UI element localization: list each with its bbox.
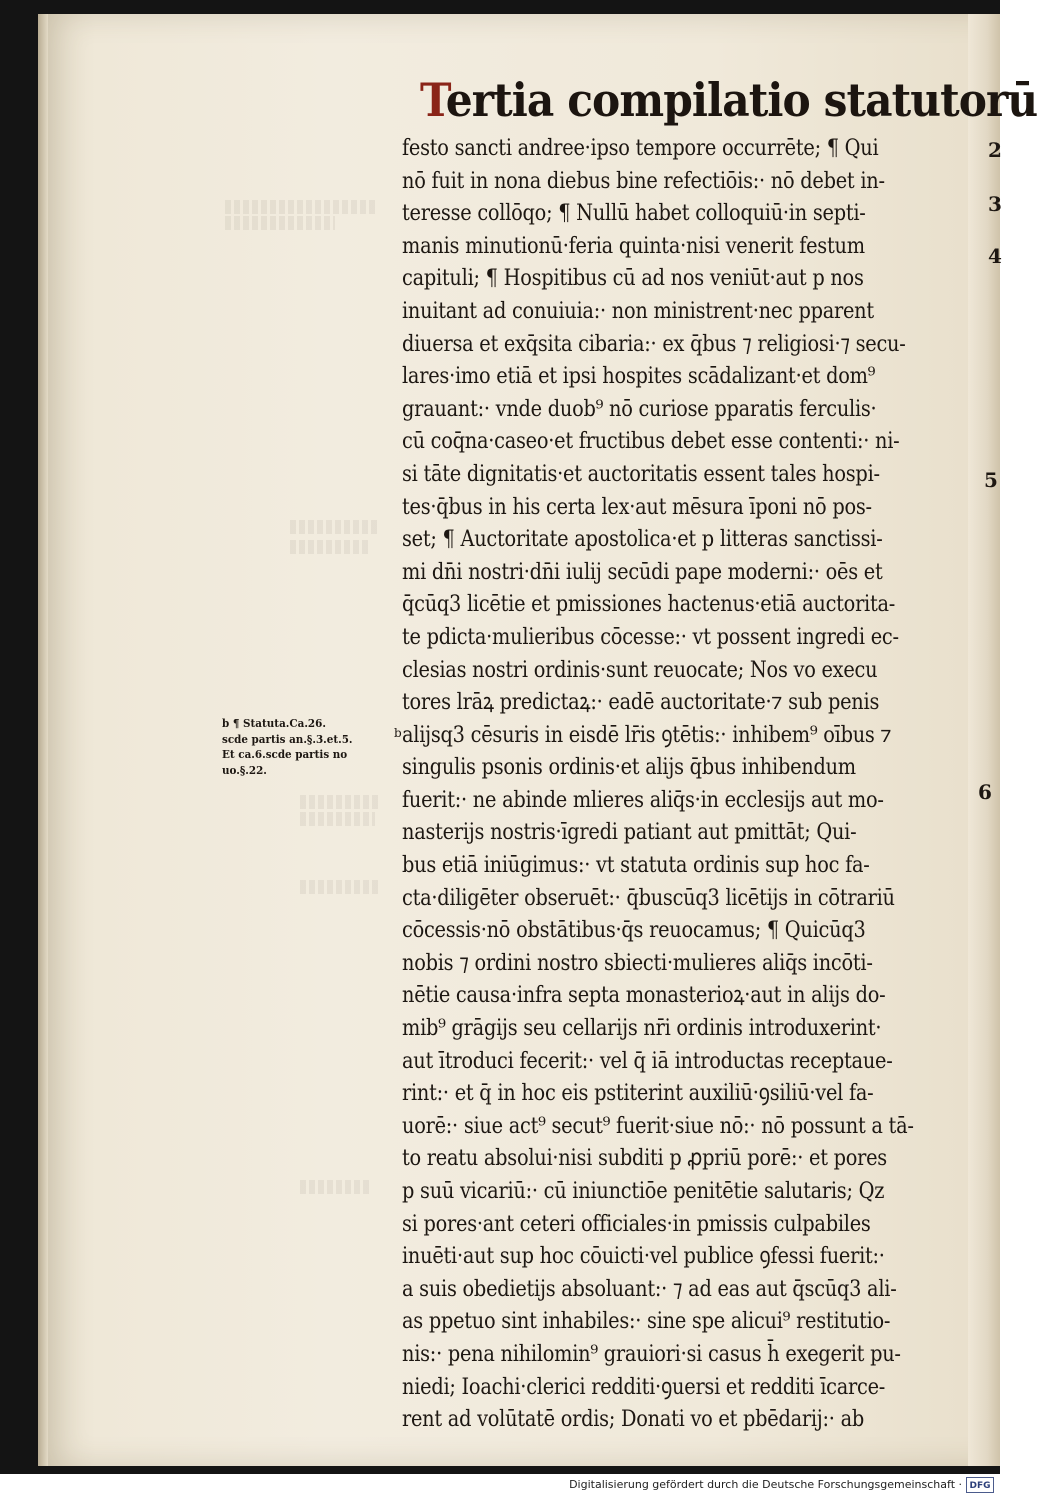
show-through-mark bbox=[225, 216, 335, 230]
text-line: inuitant ad conuiuia:· non ministrent·nec pparent bbox=[402, 297, 874, 324]
text-line: clesias nostri ordinis·sunt reuocate; Nos vo execu bbox=[402, 656, 878, 683]
text-line: niedi; Ioachi·clerici redditi·ꝯuersi et redditi īcarce- bbox=[402, 1373, 886, 1400]
text-line: as ppetuo sint inhabiles:· sine spe alicui⁹ restitutio- bbox=[402, 1308, 891, 1335]
text-line: capituli; ¶ Hospitibus cū ad nos veniūt·aut p nos bbox=[402, 265, 864, 292]
text-line: to reatu absolui·nisi subditi p ꝓpriū porē:· et pores bbox=[402, 1145, 887, 1172]
text-line: inuēti·aut sup hoc cōuicti·vel publice ꝯfessi fuerit:· bbox=[402, 1243, 885, 1270]
margin-number: 5 bbox=[984, 468, 998, 492]
running-head bbox=[420, 70, 1037, 130]
text-line: teresse collōqo; ¶ Nullū habet colloquiū·in septi- bbox=[402, 200, 866, 227]
text-line: fuerit:· ne abinde mlieres aliq̄s·in ecclesijs aut mo- bbox=[402, 786, 884, 813]
text-line: aut ītroduci fecerit:· vel q̄ iā introductas receptaue- bbox=[402, 1047, 893, 1074]
running-head-initial: T bbox=[420, 73, 446, 127]
text-line: a suis obedietijs absoluant:· ⁊ ad eas aut q̄scūq3 ali- bbox=[402, 1275, 897, 1302]
text-line: si pores·ant ceteri officiales·in pmissis culpabiles bbox=[402, 1210, 871, 1237]
page-gutter-shadow bbox=[38, 14, 48, 1466]
text-line: set; ¶ Auctoritate apostolica·et p litteras sanctissi- bbox=[402, 526, 883, 553]
text-line: cū coq̄na·caseo·et fructibus debet esse contenti:· ni- bbox=[402, 428, 900, 455]
margin-number: 2 bbox=[988, 138, 1002, 162]
text-line: q̄cūq3 licētie et pmissiones hactenus·etiā auctorita- bbox=[402, 591, 896, 618]
show-through-mark bbox=[225, 200, 375, 214]
text-line: grauant:· vnde duob⁹ nō curiose pparatis ferculis· bbox=[402, 395, 877, 422]
show-through-mark bbox=[300, 812, 375, 826]
text-line: p suū vicariū:· cū iniunctiōe penitētie salutaris; Qz bbox=[402, 1178, 885, 1204]
text-line: diuersa et exq̄sita cibaria:· ex q̄bus ⁊ religiosi·⁊ secu- bbox=[402, 330, 906, 357]
show-through-mark bbox=[300, 880, 380, 894]
text-line: bus etiā iniūgimus:· vt statuta ordinis sup hoc fa- bbox=[402, 852, 870, 879]
show-through-mark bbox=[290, 540, 370, 554]
margin-number: 6 bbox=[978, 780, 992, 804]
text-line: singulis psonis ordinis·et alijs q̄bus inhibendum bbox=[402, 754, 856, 781]
text-line: lares·imo etiā et ipsi hospites scādalizant·et dom⁹ bbox=[402, 363, 876, 390]
text-line: cōcessis·nō obstātibus·q̄s reuocamus; ¶ Quicūq3 bbox=[402, 917, 866, 944]
marginal-note-line: Et ca.6.scde partis no bbox=[222, 747, 348, 761]
text-line: manis minutionū·feria quinta·nisi venerit festum bbox=[402, 232, 865, 259]
running-head-text: ertia compilatio statutorū bbox=[445, 73, 1037, 127]
show-through-mark bbox=[290, 520, 380, 534]
text-line: nobis ⁊ ordini nostro sbiecti·mulieres aliq̄s incōti- bbox=[402, 949, 873, 976]
marginal-note bbox=[222, 716, 390, 778]
text-line: alijsq3 cēsuris in eisdē lr̄is ꝯtētis:· inhibem⁹ oībus ⁊ bbox=[402, 721, 892, 748]
margin-number: 3 bbox=[988, 192, 1002, 216]
text-line: tes·q̄bus in his certa lex·aut mēsura īponi nō pos- bbox=[402, 493, 872, 520]
margin-number: 4 bbox=[988, 244, 1002, 268]
text-line: festo sancti andree·ipso tempore occurrēte; ¶ Qui bbox=[402, 135, 879, 161]
text-line: nētie causa·infra septa monasterioꝝ·aut in alijs do- bbox=[402, 982, 886, 1009]
page-fore-edge bbox=[968, 14, 1000, 1466]
text-line: nasterijs nostris·īgredi patiant aut pmittāt; Qui- bbox=[402, 819, 857, 846]
footer-bar bbox=[0, 1474, 1000, 1498]
text-line: si tāte dignitatis·et auctoritatis essent tales hospi- bbox=[402, 460, 880, 487]
text-line: nis:· pena nihilomin⁹ grauiori·si casus h̄ exegerit pu- bbox=[402, 1340, 901, 1367]
marginal-note-line: uo.§.22. bbox=[222, 762, 267, 777]
show-through-mark bbox=[300, 795, 380, 809]
text-line: mi dn̄i nostri·dn̄i iulij secūdi pape moderni:· oēs et bbox=[402, 558, 883, 585]
text-line: mib⁹ grāgijs seu cellarijs nr̄i ordinis introduxerint· bbox=[402, 1015, 882, 1042]
marginal-reference-marker: b bbox=[394, 726, 402, 740]
text-line: uorē:· siue act⁹ secut⁹ fuerit·siue nō:· nō possunt a tā- bbox=[402, 1112, 914, 1139]
text-line: nō fuit in nona diebus bine refectiōis:· nō debet in- bbox=[402, 167, 885, 194]
dfg-logo: DFG bbox=[966, 1477, 994, 1493]
marginal-note-line: b ¶ Statuta.Ca.26. bbox=[222, 716, 326, 730]
text-line: rent ad volūtatē ordis; Donati vo et pbēdarij:· ab bbox=[402, 1406, 864, 1433]
funding-credit: Digitalisierung gefördert durch die Deutsche Forschungsgemeinschaft · bbox=[569, 1478, 962, 1491]
text-line: te pdicta·mulieribus cōcesse:· vt possent ingredi ec- bbox=[402, 623, 899, 650]
marginal-note-line: scde partis an.§.3.et.5. bbox=[222, 731, 353, 746]
text-line: tores lrāꝝ predictaꝝ:· eadē auctoritate·⁊ sub penis bbox=[402, 689, 880, 716]
main-text-column bbox=[402, 132, 962, 1436]
show-through-mark bbox=[300, 1180, 370, 1194]
text-line: cta·diligēter obseruēt:· q̄buscūq3 licētijs in cōtrariū bbox=[402, 884, 895, 911]
text-line: rint:· et q̄ in hoc eis pstiterint auxiliū·ꝯsiliū·vel fa- bbox=[402, 1080, 874, 1107]
